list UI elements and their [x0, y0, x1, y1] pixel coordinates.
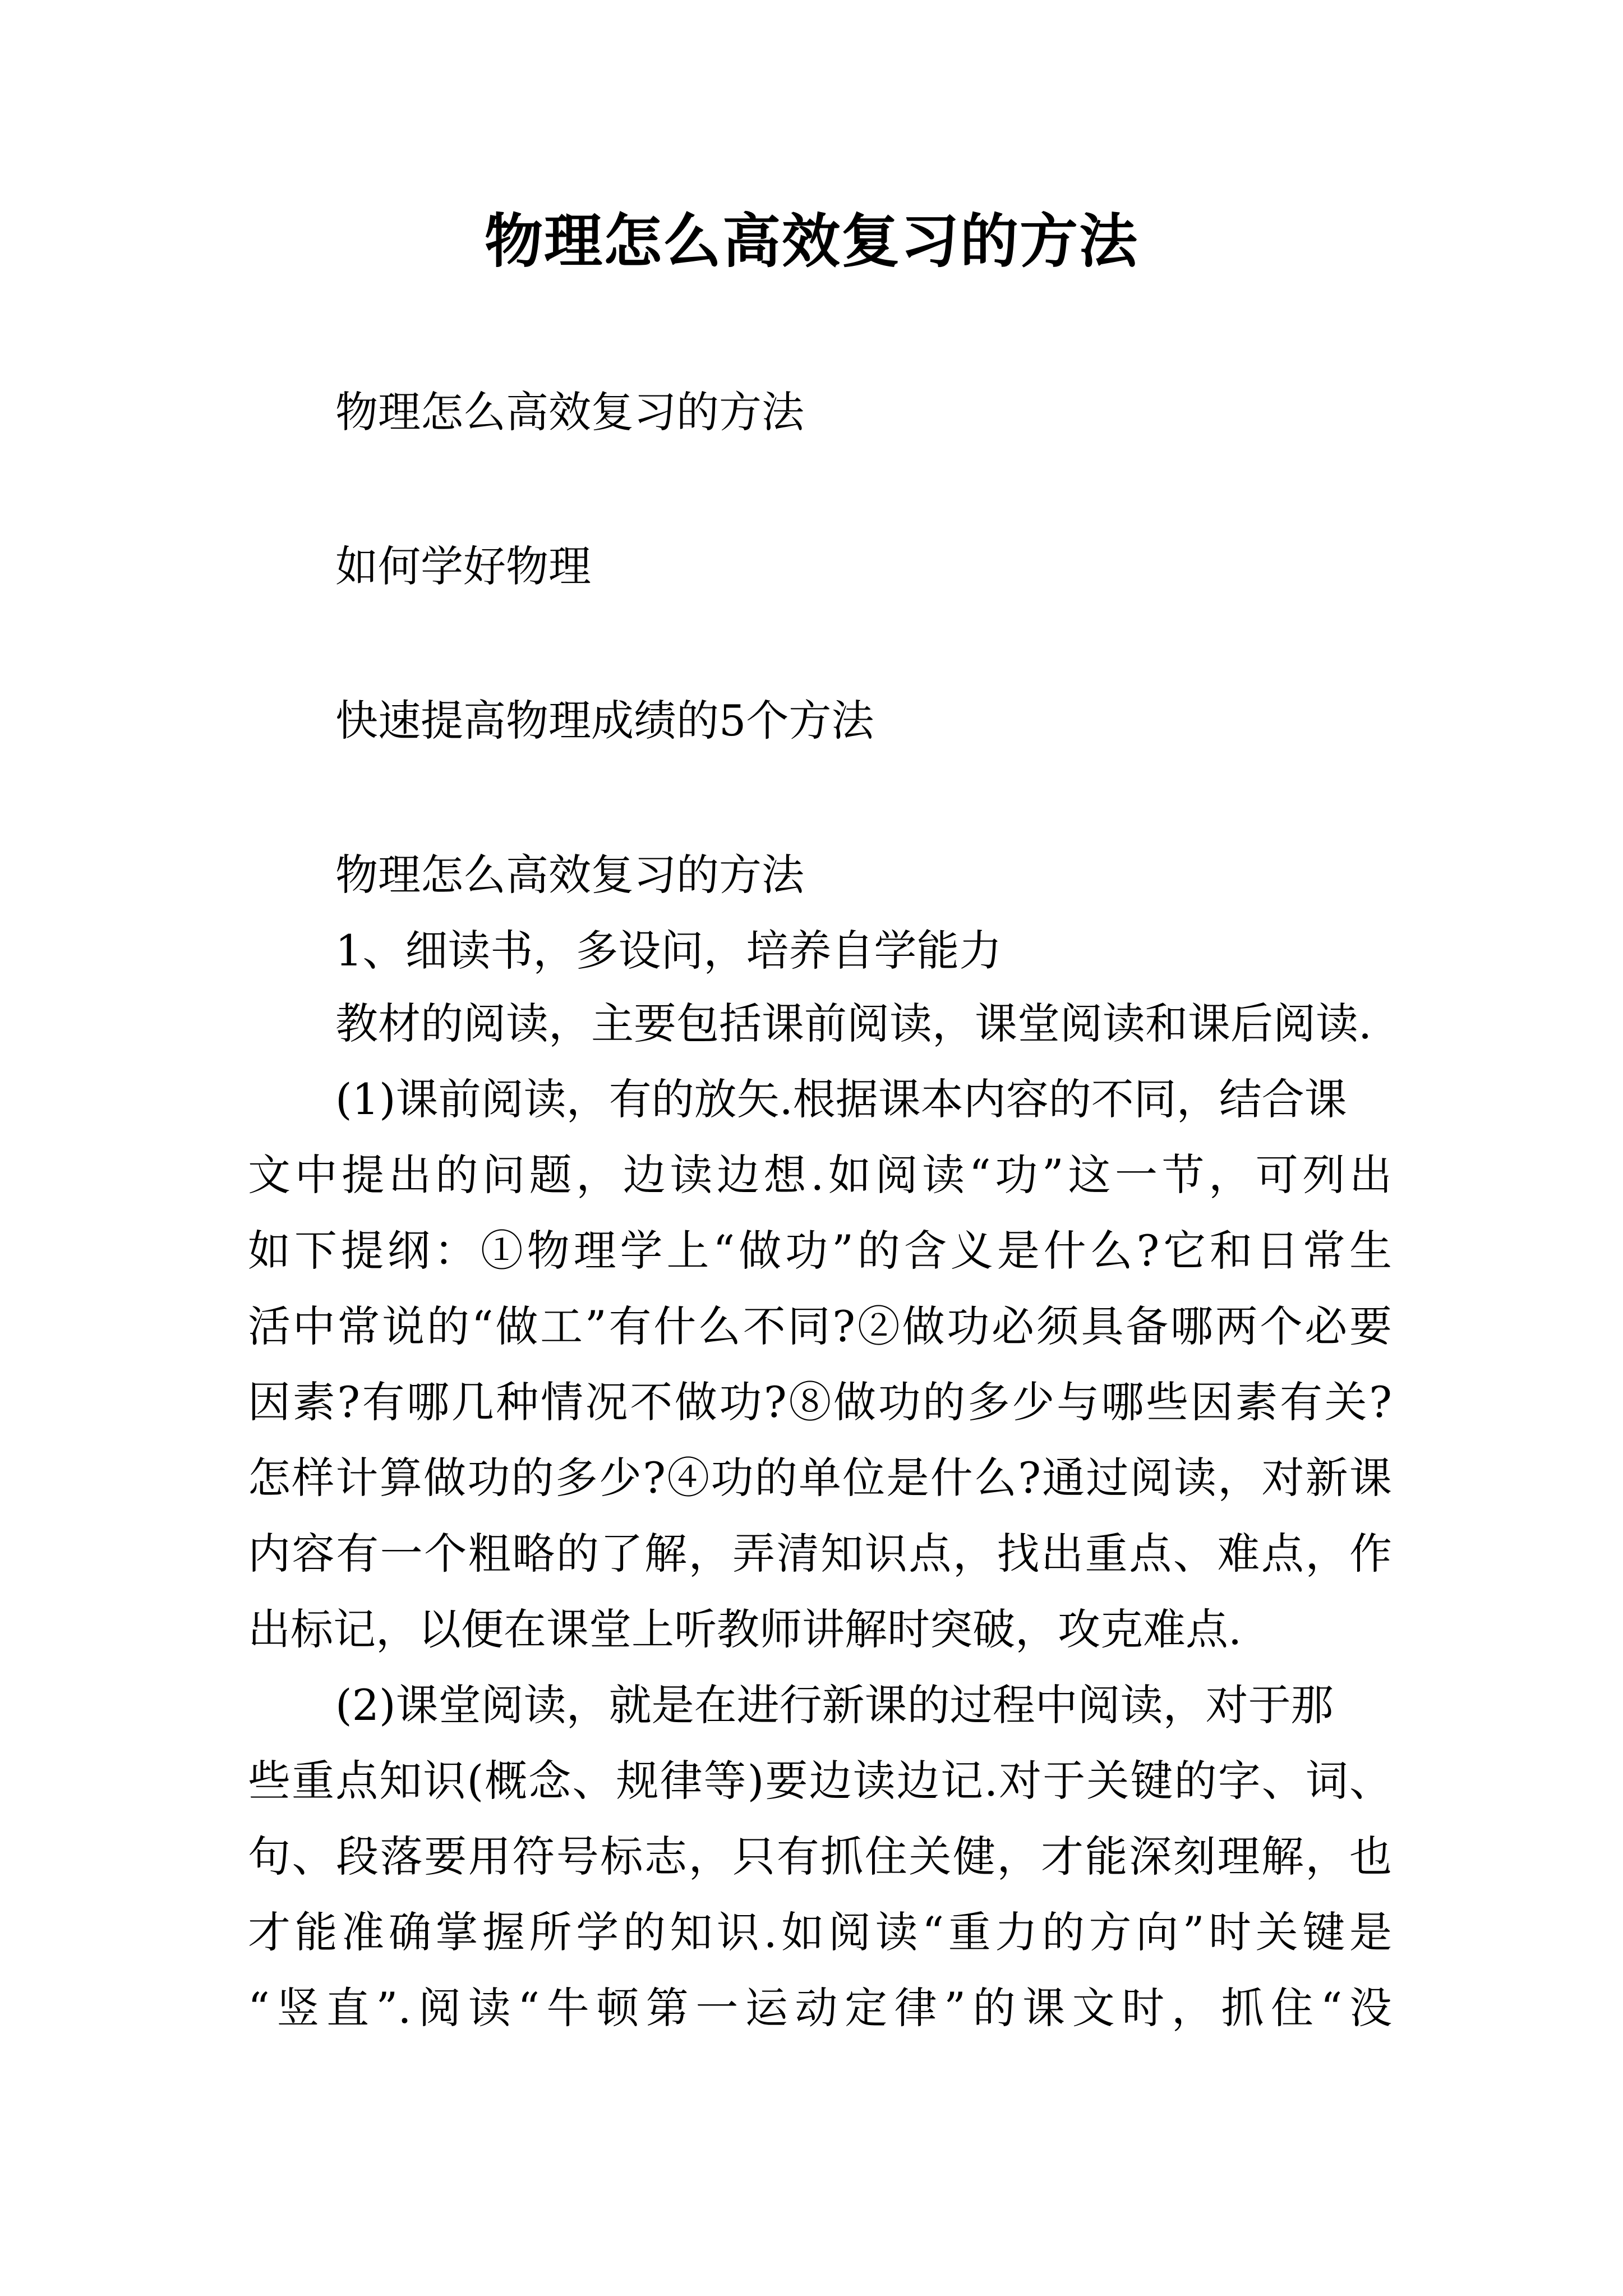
text-line: 些重点知识(概念、规律等)要边读边记.对于关键的字、词、 — [248, 1756, 1392, 1806]
text-line: 如何学好物理 — [335, 541, 591, 591]
text-line: 如下提纲：①物理学上“做功”的含义是什么?它和日常生 — [248, 1226, 1392, 1276]
page-title: 物理怎么高效复习的方法 — [484, 206, 1138, 275]
section-heading: 物理怎么高效复习的方法 — [335, 850, 804, 900]
text-line: 句、段落要用符号标志，只有抓住关健，才能深刻理解，也 — [248, 1832, 1392, 1881]
text-line: (1)课前阅读，有的放矢.根据课本内容的不同，结合课 — [335, 1074, 1347, 1124]
text-line: (2)课堂阅读，就是在进行新课的过程中阅读，对于那 — [335, 1680, 1334, 1730]
text-line: 因素?有哪几种情况不做功?⑧做功的多少与哪些因素有关? — [248, 1377, 1392, 1427]
text-line: 活中常说的“做工”有什么不同?②做功必须具备哪两个必要 — [248, 1301, 1392, 1351]
text-line: 才能准确掌握所学的知识.如阅读“重力的方向”时关键是 — [248, 1907, 1392, 1957]
text-line: 怎样计算做功的多少?④功的单位是什么?通过阅读，对新课 — [248, 1453, 1392, 1503]
text-line: 文中提出的问题，边读边想.如阅读“功”这一节，可列出 — [248, 1150, 1392, 1200]
text-line: 物理怎么高效复习的方法 — [335, 387, 804, 437]
text-line: 快速提高物理成绩的5个方法 — [335, 696, 874, 746]
text-line: “竖直”.阅读“牛顿第一运动定律”的课文时，抓住“没 — [248, 1983, 1392, 2033]
text-line: 教材的阅读，主要包括课前阅读，课堂阅读和课后阅读. — [335, 999, 1372, 1048]
text-line: 出标记，以便在课堂上听教师讲解时突破，攻克难点. — [248, 1604, 1242, 1654]
text-line: 内容有一个粗略的了解，弄清知识点，找出重点、难点，作 — [248, 1529, 1392, 1579]
subsection-heading: 1、细读书，多设问，培养自学能力 — [335, 926, 1002, 976]
